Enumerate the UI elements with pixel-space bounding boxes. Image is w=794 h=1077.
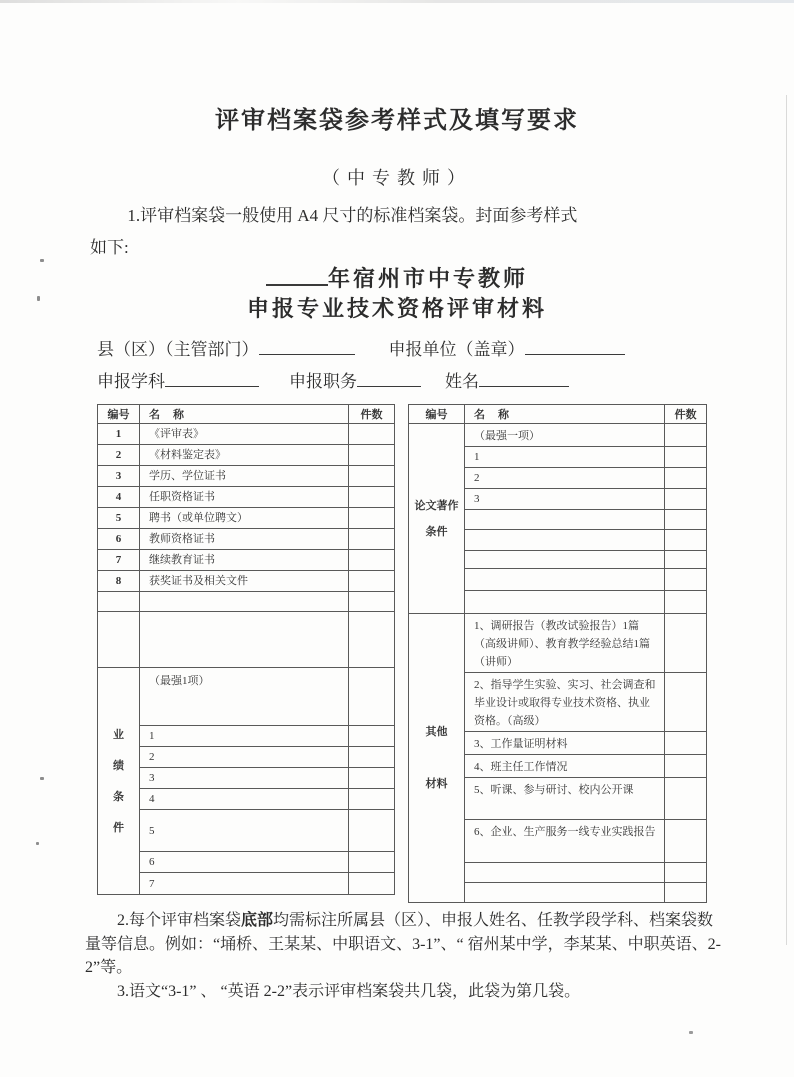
name-blank-line: [479, 368, 569, 387]
table-row: [98, 852, 395, 873]
row-name-cell: 2、指导学生实验、实习、社会调查和毕业设计或取得专业技术资格、执业资格。（高级）: [465, 673, 665, 732]
row-count-cell: [665, 732, 707, 755]
row-number-cell: 7: [98, 550, 140, 571]
row-name-cell: 《材料鉴定表》: [140, 445, 349, 466]
row-count-cell: [349, 571, 395, 592]
table-row: [98, 612, 395, 668]
row-count-cell: [349, 424, 395, 445]
row-count-cell: [349, 726, 395, 747]
table-row: [98, 592, 395, 612]
row-count-cell: [665, 591, 707, 614]
table-row: [409, 424, 707, 447]
subject-label: 申报学科: [97, 372, 165, 391]
scan-right-edge-artifact: [786, 95, 787, 945]
footer-notes: [85, 909, 722, 1003]
row-name-cell: 3、工作量证明材料: [465, 732, 665, 755]
row-name-cell: [465, 591, 665, 614]
column-header-name: 名 称: [140, 405, 349, 424]
row-count-cell: [349, 550, 395, 571]
table-row: [98, 789, 395, 810]
row-count-cell: [349, 445, 395, 466]
row-name-cell: 3: [465, 489, 665, 510]
subject-blank-line: [165, 368, 259, 387]
row-name-cell: （最强一项）: [465, 424, 665, 447]
row-name-cell: 《评审表》: [140, 424, 349, 445]
page-title: 评审档案袋参考样式及填写要求: [215, 108, 579, 134]
row-name-cell: [465, 863, 665, 883]
row-name-cell: [465, 530, 665, 551]
name-label: 姓名: [445, 372, 479, 391]
checklist-table-left: [97, 404, 395, 895]
row-number-cell: 6: [98, 529, 140, 550]
row-count-cell: [349, 768, 395, 789]
row-name-cell: 7: [140, 873, 349, 895]
year-blank-line: [266, 266, 328, 286]
row-name-cell: 5、听课、参与研讨、校内公开课: [465, 778, 665, 820]
position-blank-line: [357, 368, 421, 387]
row-number-cell: [98, 592, 140, 612]
row-name-cell: 1: [465, 447, 665, 468]
section-label-text: 业 绩 条 件: [113, 728, 124, 834]
table-row: [409, 614, 707, 673]
row-count-cell: [665, 883, 707, 903]
row-count-cell: [665, 510, 707, 530]
row-count-cell: [665, 673, 707, 732]
section-label-text: 论文著作 条件: [414, 499, 459, 538]
checklist-table-right: [408, 404, 707, 903]
unit-blank-line: [525, 336, 625, 355]
row-count-cell: [349, 789, 395, 810]
table-row: [98, 810, 395, 852]
note2-suffix: 均需标注所属县（区）、申报人姓名、任教学段学科、档案袋数量等信息。例如：“埇桥、王某某、中职语文、3-1”、“ 宿州某中学，李某某、中职英语、2-2”等。: [85, 912, 721, 976]
checklist-tables: [97, 404, 794, 903]
table-row: [98, 571, 395, 592]
table-row: [98, 529, 395, 550]
row-count-cell: [665, 424, 707, 447]
table-row: [98, 424, 395, 445]
row-name-cell: 6、企业、生产服务一线专业实践报告: [465, 820, 665, 863]
table-row: [98, 747, 395, 768]
table-row: [98, 668, 395, 726]
table-row: [98, 873, 395, 895]
row-count-cell: [349, 612, 395, 668]
row-name-cell: 教师资格证书: [140, 529, 349, 550]
row-count-cell: [349, 668, 395, 726]
column-header-number: 编号: [409, 405, 465, 424]
column-header-count: 件数: [349, 405, 395, 424]
scan-speck: [40, 777, 44, 780]
row-name-cell: [465, 569, 665, 591]
scan-speck: [36, 842, 39, 845]
row-number-cell: 4: [98, 487, 140, 508]
row-name-cell: 任职资格证书: [140, 487, 349, 508]
row-count-cell: [349, 873, 395, 895]
row-number-cell: 5: [98, 508, 140, 529]
section-label: [98, 668, 140, 895]
row-name-cell: 2: [140, 747, 349, 768]
scan-top-edge-artifact: [0, 0, 794, 3]
row-count-cell: [665, 778, 707, 820]
row-name-cell: 3: [140, 768, 349, 789]
row-count-cell: [665, 489, 707, 510]
row-name-cell: 1: [140, 726, 349, 747]
table-header-row: [98, 405, 395, 424]
row-name-cell: 2: [465, 468, 665, 489]
table-row: [98, 726, 395, 747]
form-line-2: [97, 368, 724, 396]
row-name-cell: 4、班主任工作情况: [465, 755, 665, 778]
scan-speck: [40, 259, 44, 262]
row-name-cell: [465, 883, 665, 903]
row-name-cell: 获奖证书及相关文件: [140, 571, 349, 592]
row-count-cell: [349, 747, 395, 768]
row-count-cell: [665, 551, 707, 569]
row-count-cell: [665, 614, 707, 673]
scan-speck: [689, 1031, 693, 1034]
table-row: [98, 550, 395, 571]
page-subtitle: （中专教师）: [322, 168, 472, 188]
row-name-cell: （最强1项）: [140, 668, 349, 726]
row-count-cell: [349, 508, 395, 529]
position-label: 申报职务: [289, 372, 357, 391]
table-row: [98, 508, 395, 529]
row-name-cell: 5: [140, 810, 349, 852]
row-number-cell: 1: [98, 424, 140, 445]
row-count-cell: [349, 529, 395, 550]
row-name-cell: 学历、学位证书: [140, 466, 349, 487]
row-count-cell: [665, 447, 707, 468]
row-count-cell: [349, 466, 395, 487]
row-number-cell: 3: [98, 466, 140, 487]
form-line-1: [97, 336, 724, 364]
footer-note-3: 3.语文“3-1” 、 “英语 2-2”表示评审档案袋共几袋，此袋为第几袋。: [117, 982, 581, 1000]
row-count-cell: [349, 852, 395, 873]
row-name-cell: 1、调研报告（教改试验报告）1篇（高级讲师）、教育教学经验总结1篇（讲师）: [465, 614, 665, 673]
row-number-cell: 2: [98, 445, 140, 466]
scan-speck: [37, 296, 40, 301]
note2-bold-text: 底部: [241, 912, 274, 929]
table-row: [98, 487, 395, 508]
intro-paragraph-line1: 1.评审档案袋一般使用 A4 尺寸的标准档案袋。封面参考样式: [127, 206, 578, 225]
row-name-cell: 4: [140, 789, 349, 810]
row-name-cell: 6: [140, 852, 349, 873]
row-count-cell: [665, 530, 707, 551]
table-row: [98, 768, 395, 789]
table-header-row: [409, 405, 707, 424]
section-label: [409, 614, 465, 903]
row-count-cell: [665, 468, 707, 489]
county-label: 县（区）（主管部门）: [97, 340, 259, 359]
cover-sample-title-line1: [0, 264, 794, 294]
section-label: [409, 424, 465, 614]
row-name-cell: 聘书（或单位聘文）: [140, 508, 349, 529]
table-row: [98, 445, 395, 466]
row-count-cell: [665, 755, 707, 778]
row-name-cell: 继续教育证书: [140, 550, 349, 571]
row-name-cell: [465, 551, 665, 569]
cover-line1-text: 年宿州市中专教师: [327, 266, 528, 291]
row-count-cell: [665, 863, 707, 883]
row-count-cell: [665, 820, 707, 863]
table-row: [98, 466, 395, 487]
row-number-cell: 8: [98, 571, 140, 592]
row-count-cell: [665, 569, 707, 591]
section-label-text: 其他 材料: [425, 726, 448, 790]
county-blank-line: [259, 336, 355, 355]
unit-label: 申报单位（盖章）: [388, 340, 525, 359]
column-header-count: 件数: [665, 405, 707, 424]
row-name-cell: [465, 510, 665, 530]
row-count-cell: [349, 810, 395, 852]
row-number-cell: [98, 612, 140, 668]
note2-prefix: 2.每个评审档案袋: [117, 912, 242, 929]
row-name-cell: [140, 612, 349, 668]
row-count-cell: [349, 592, 395, 612]
column-header-number: 编号: [98, 405, 140, 424]
row-count-cell: [349, 487, 395, 508]
footer-note-2: [85, 909, 722, 980]
intro-paragraph-line2: 如下:: [90, 238, 129, 257]
cover-sample-title-line2: 申报专业技术资格评审材料: [246, 296, 547, 321]
row-name-cell: [140, 592, 349, 612]
column-header-name: 名 称: [465, 405, 665, 424]
